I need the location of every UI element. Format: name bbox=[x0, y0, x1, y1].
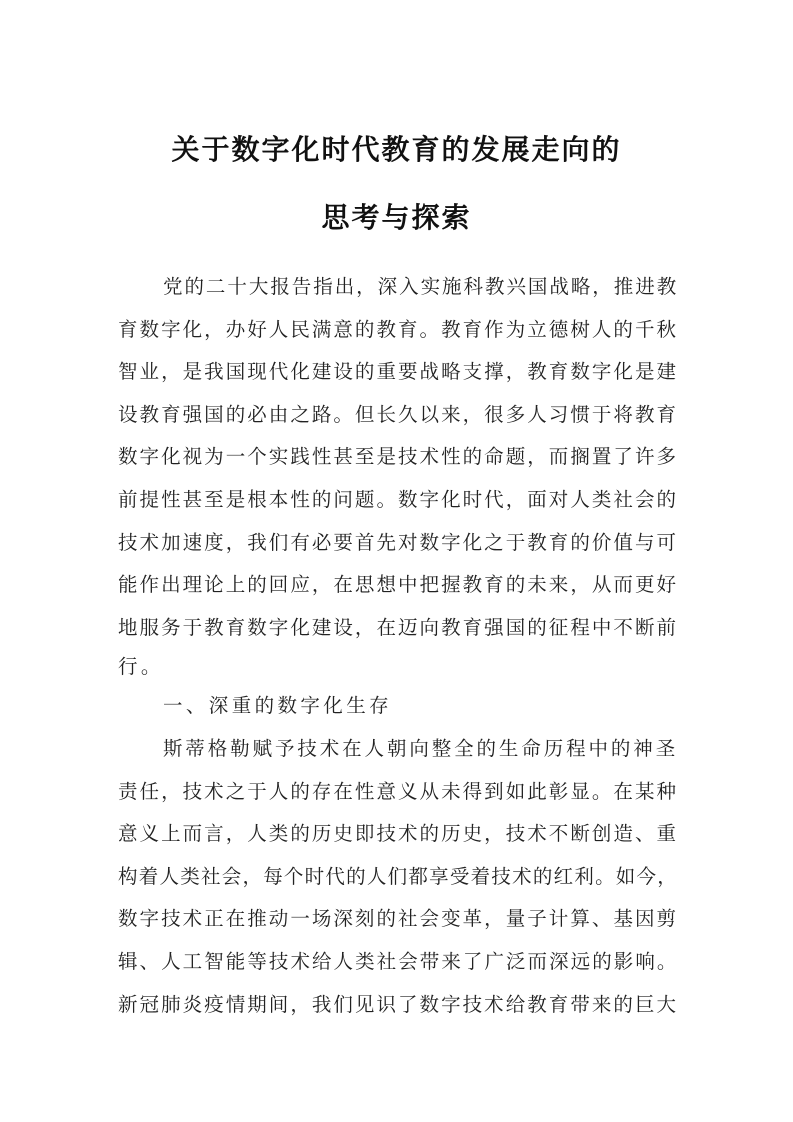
body-line: 数字技术正在推动一场深刻的社会变革，量子计算、基因剪 bbox=[118, 907, 678, 931]
body-line: 行。 bbox=[118, 655, 164, 679]
body-line: 意义上而言，人类的历史即技术的历史，技术不断创造、重 bbox=[118, 822, 678, 846]
body-line: 育数字化，办好人民满意的教育。教育作为立德树人的千秋 bbox=[118, 317, 678, 341]
body-line: 地服务于教育数字化建设，在迈向教育强国的征程中不断前 bbox=[118, 615, 678, 639]
body-line: 前提性甚至是根本性的问题。数字化时代，面对人类社会的 bbox=[118, 487, 678, 511]
body-line: 技术加速度，我们有必要首先对数字化之于教育的价值与可 bbox=[118, 530, 678, 554]
body-line: 辑、人工智能等技术给人类社会带来了广泛而深远的影响。 bbox=[118, 949, 678, 973]
document-title-line-2: 思考与探索 bbox=[321, 201, 472, 234]
body-line: 数字化视为一个实践性甚至是技术性的命题，而搁置了许多 bbox=[118, 445, 678, 469]
body-line: 斯蒂格勒赋予技术在人朝向整全的生命历程中的神圣 bbox=[163, 736, 678, 760]
body-line: 设教育强国的必由之路。但长久以来，很多人习惯于将教育 bbox=[118, 402, 678, 426]
body-line: 智业，是我国现代化建设的重要战略支撑，教育数字化是建 bbox=[118, 360, 678, 384]
document-body bbox=[118, 266, 678, 1026]
body-line: 党的二十大报告指出，深入实施科教兴国战略，推进教 bbox=[163, 275, 678, 298]
body-line: 构着人类社会，每个时代的人们都享受着技术的红利。如今， bbox=[118, 864, 678, 888]
body-line: 责任，技术之于人的存在性意义从未得到如此彰显。在某种 bbox=[118, 779, 678, 803]
section-heading: 一、深重的数字化生存 bbox=[163, 694, 393, 718]
body-line: 新冠肺炎疫情期间，我们见识了数字技术给教育带来的巨大 bbox=[118, 992, 678, 1016]
document-title-line-1: 关于数字化时代教育的发展走向的 bbox=[171, 133, 622, 166]
body-line: 能作出理论上的回应，在思想中把握教育的未来，从而更好 bbox=[118, 573, 678, 597]
